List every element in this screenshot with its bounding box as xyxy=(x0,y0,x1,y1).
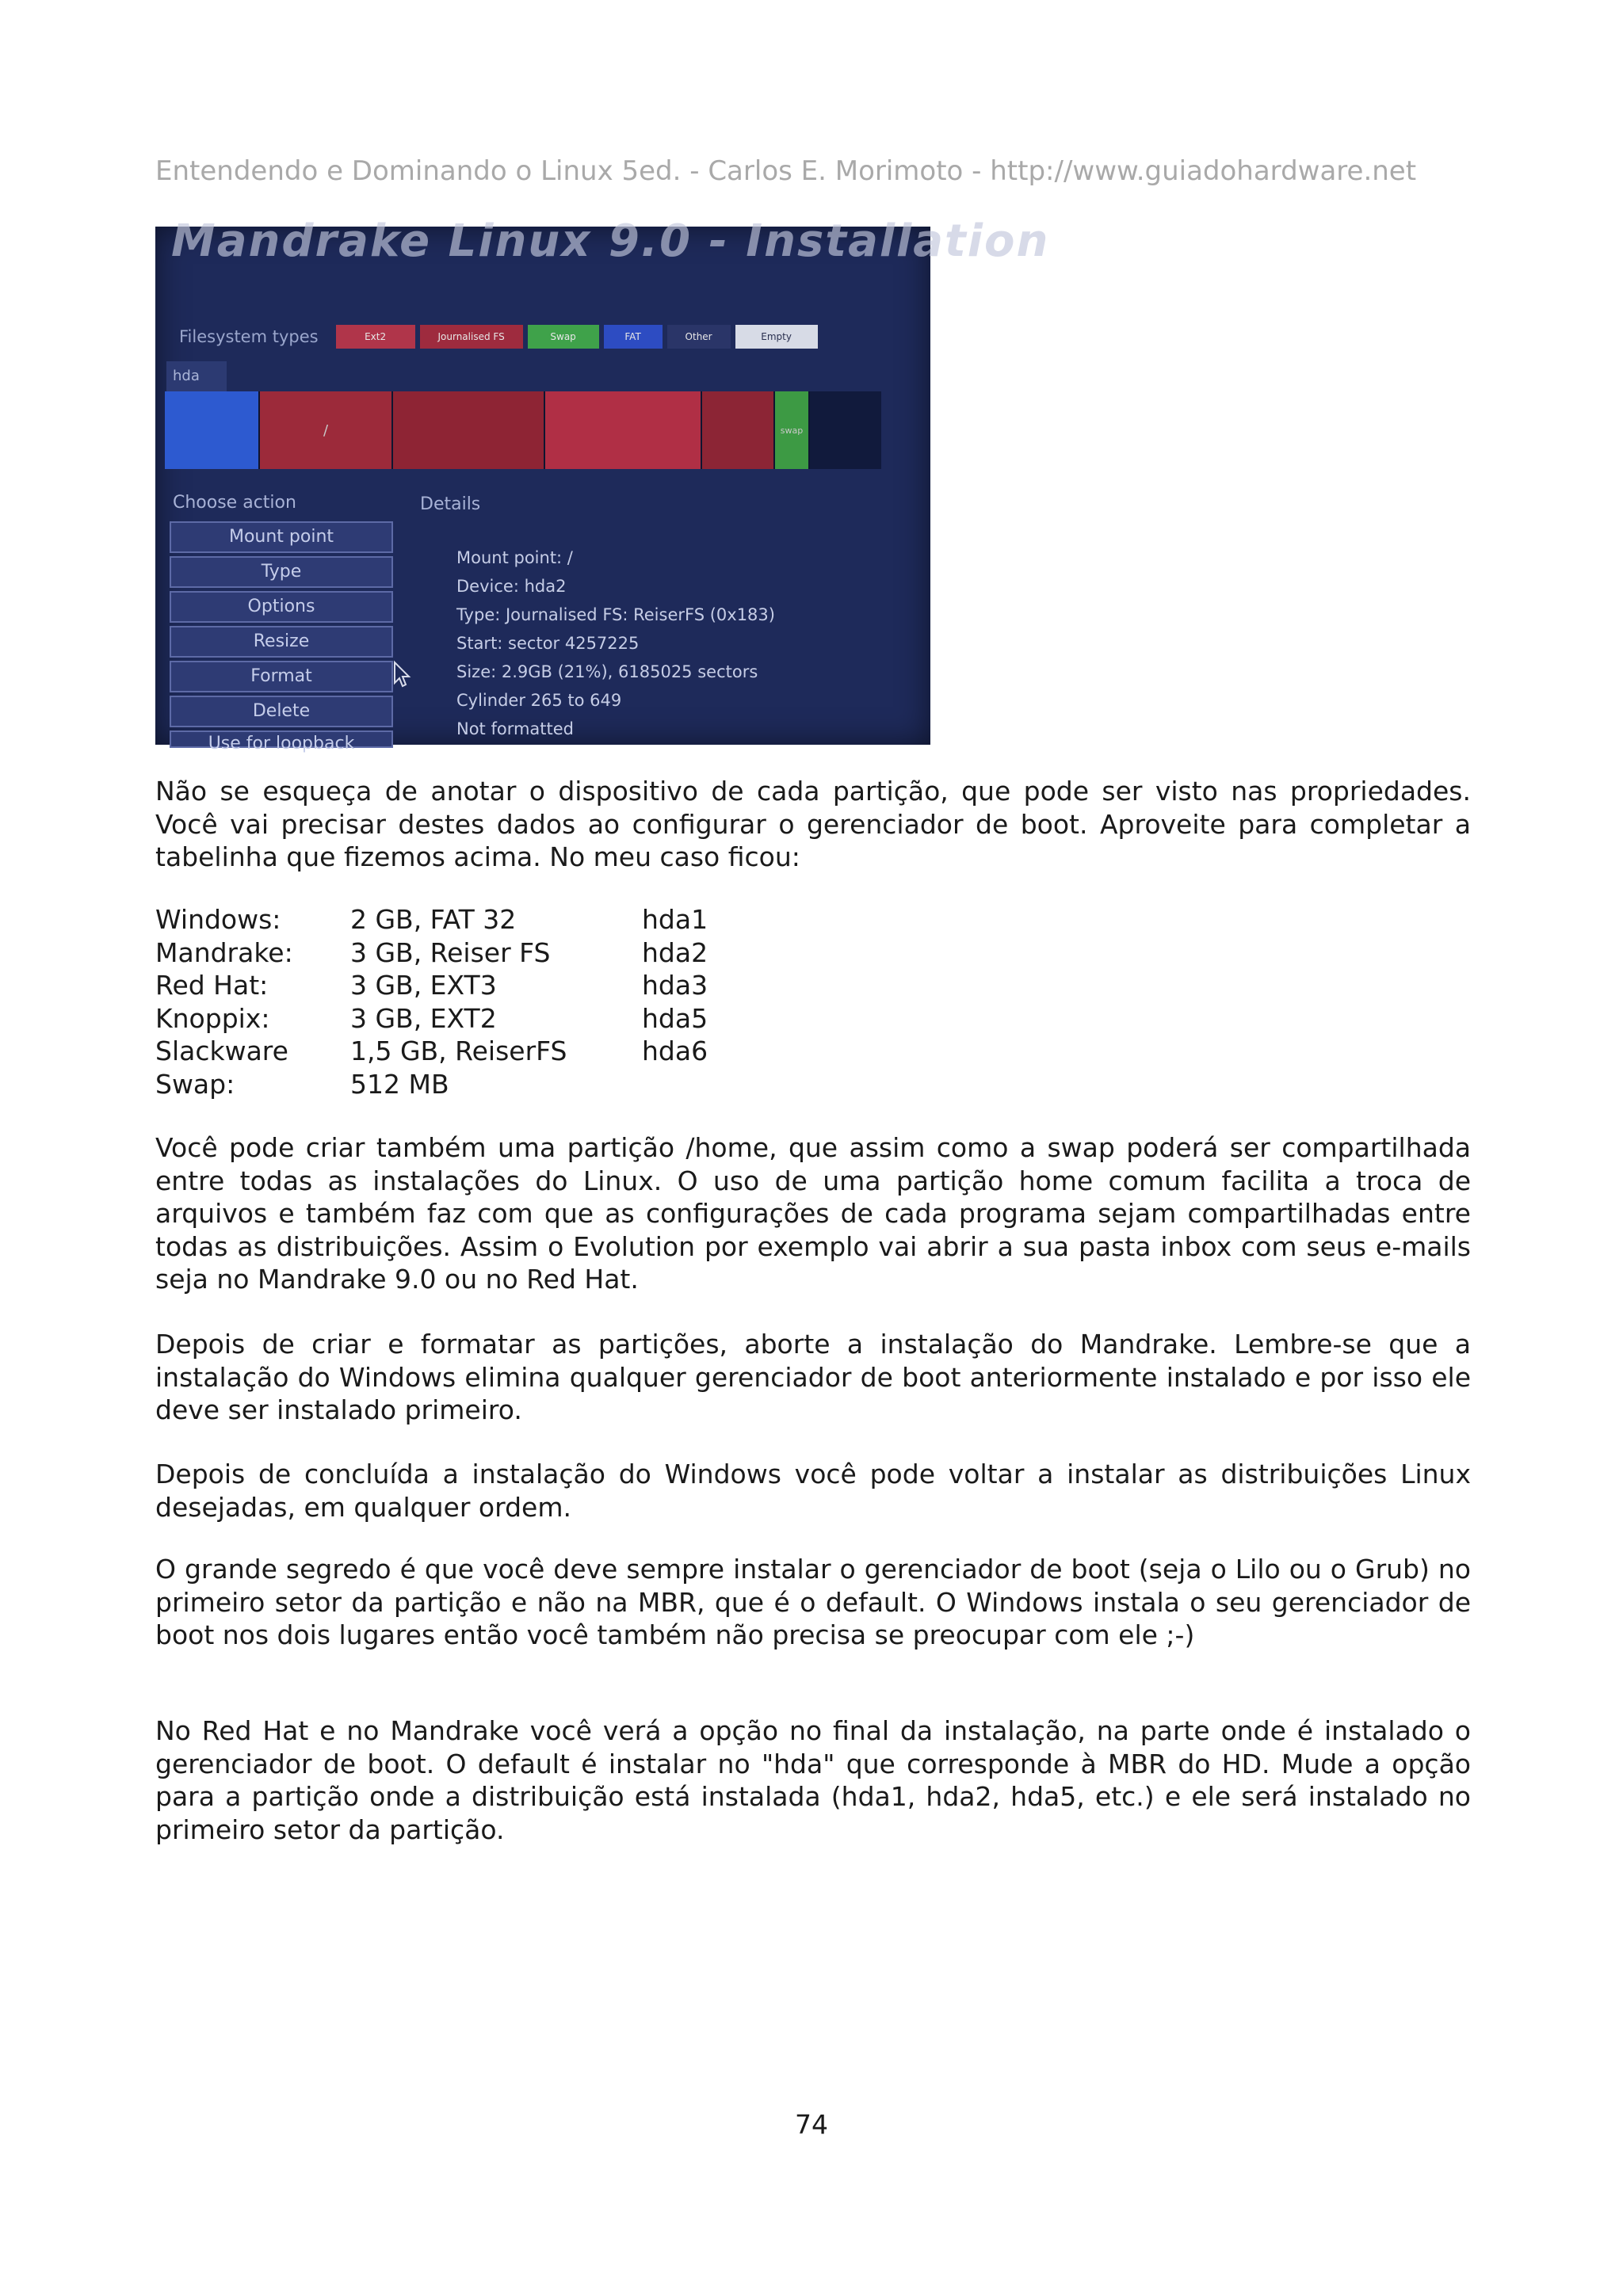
details-label: Details xyxy=(420,494,481,514)
os-name: Mandrake: xyxy=(155,936,293,968)
format-button[interactable]: Format xyxy=(170,661,393,692)
partition-size-fs: 2 GB, FAT 32 xyxy=(350,904,517,935)
options-button[interactable]: Options xyxy=(170,591,393,623)
partition-details xyxy=(456,543,775,743)
resize-button[interactable]: Resize xyxy=(170,626,393,658)
filesystem-types-legend xyxy=(179,325,823,349)
os-name: Red Hat: xyxy=(155,970,269,1001)
paragraph-device-note: Não se esqueça de anotar o dispositivo de cada partição, que pode ser visto nas propriedades. Você vai precisar destes dados ao configurar o gerenciador de boot. Aproveite para completar a tabelinha que fizemos acima. No meu caso ficou: xyxy=(155,776,1471,872)
fs-type-other: Other xyxy=(667,325,731,349)
detail-type: Type: Journalised FS: ReiserFS (0x183) xyxy=(456,605,775,624)
installer-screenshot xyxy=(155,215,1050,753)
choose-action-label: Choose action xyxy=(173,493,296,513)
partition-device: hda5 xyxy=(642,1002,708,1034)
detail-cylinder: Cylinder 265 to 649 xyxy=(456,691,622,710)
delete-button[interactable]: Delete xyxy=(170,696,393,727)
running-header: Entendendo e Dominando o Linux 5ed. - Carlos E. Morimoto - http://www.guiadohardware.net xyxy=(155,155,1417,187)
installer-title: Mandrake Linux 9.0 - Installation xyxy=(171,215,1050,267)
os-name: Knoppix: xyxy=(155,1002,270,1034)
detail-device: Device: hda2 xyxy=(456,577,567,596)
partition-hda6[interactable] xyxy=(702,391,775,469)
fs-type-ext2: Ext2 xyxy=(336,325,415,349)
detail-size: Size: 2.9GB (21%), 6185025 sectors xyxy=(456,662,758,681)
partition-device: hda1 xyxy=(642,904,708,935)
partition-bar xyxy=(165,391,881,469)
table-row xyxy=(155,1068,708,1101)
os-name: Slackware xyxy=(155,1035,288,1066)
page-number: 74 xyxy=(795,2109,828,2140)
detail-start: Start: sector 4257225 xyxy=(456,634,640,653)
action-list xyxy=(170,521,393,751)
partition-hda2[interactable]: / xyxy=(260,391,393,469)
table-row xyxy=(155,903,708,936)
os-name: Windows: xyxy=(155,904,281,935)
partition-size-fs: 1,5 GB, ReiserFS xyxy=(350,1035,567,1066)
type-button[interactable]: Type xyxy=(170,556,393,588)
fs-type-journalised: Journalised FS xyxy=(420,325,523,349)
mount-point-button[interactable]: Mount point xyxy=(170,521,393,553)
paragraph-boot-loader: O grande segredo é que você deve sempre instalar o gerenciador de boot (seja o Lilo ou o Grub) no primeiro setor da partição e não na MBR, que é o default. O Windows instala o seu gerenciador de boot nos dois lugares então você também não precisa se preocupar com ele ;-) xyxy=(155,1554,1471,1650)
partition-swap[interactable]: swap xyxy=(775,391,810,469)
paragraph-windows-first: Depois de concluída a instalação do Windows você pode voltar a instalar as distribuições Linux desejadas, em qualquer ordem. xyxy=(155,1459,1471,1523)
mouse-cursor-icon xyxy=(393,661,412,688)
partition-size-fs: 3 GB, EXT2 xyxy=(350,1002,497,1034)
loopback-button[interactable]: Use for loopback xyxy=(170,730,393,748)
partition-device: hda2 xyxy=(642,936,708,968)
paragraph-home-partition: Você pode criar também uma partição /home, que assim como a swap poderá ser compartilhada entre todas as instalações do Linux. O uso de uma partição home comum facilita a troca de arquivos e também faz com que as configurações de cada programa sejam compartilhadas entre todas as distribuições. Assim o Evolution por exemplo vai abrir a sua pasta inbox com seus e-mails seja no Mandrake 9.0 ou no Red Hat. xyxy=(155,1132,1471,1295)
os-name: Swap: xyxy=(155,1068,235,1100)
disk-tab-hda[interactable]: hda xyxy=(166,361,227,391)
partition-summary-table xyxy=(155,903,708,1100)
table-row xyxy=(155,1035,708,1068)
paragraph-boot-option: No Red Hat e no Mandrake você verá a opção no final da instalação, na parte onde é instalado o gerenciador de boot. O default é instalar no "hda" que corresponde à MBR do HD. Mude a opção para a partição onde a distribuição está instalada (hda1, hda2, hda5, etc.) e ele será instalado no primeiro setor da partição. xyxy=(155,1715,1471,1845)
partition-hda5[interactable] xyxy=(545,391,702,469)
partition-device: hda3 xyxy=(642,970,708,1001)
partition-size-fs: 3 GB, EXT3 xyxy=(350,970,497,1001)
paragraph-abort-install: Depois de criar e formatar as partições, aborte a instalação do Mandrake. Lembre-se que a instalação do Windows elimina qualquer gerenciador de boot anteriormente instalado e por isso ele deve ser instalado primeiro. xyxy=(155,1329,1471,1425)
partition-hda1[interactable] xyxy=(165,391,260,469)
partition-hda3[interactable] xyxy=(393,391,545,469)
detail-mount-point: Mount point: / xyxy=(456,548,573,567)
table-row xyxy=(155,969,708,1002)
partition-device: hda6 xyxy=(642,1035,708,1066)
partition-device xyxy=(642,1068,708,1101)
partition-size-fs: 512 MB xyxy=(350,1068,449,1100)
partition-size-fs: 3 GB, Reiser FS xyxy=(350,936,551,968)
table-row xyxy=(155,936,708,970)
detail-format-status: Not formatted xyxy=(456,719,575,738)
filesystem-types-label: Filesystem types xyxy=(179,327,319,346)
fs-type-swap: Swap xyxy=(528,325,599,349)
fs-type-empty: Empty xyxy=(735,325,818,349)
fs-type-fat: FAT xyxy=(604,325,663,349)
table-row xyxy=(155,1002,708,1035)
